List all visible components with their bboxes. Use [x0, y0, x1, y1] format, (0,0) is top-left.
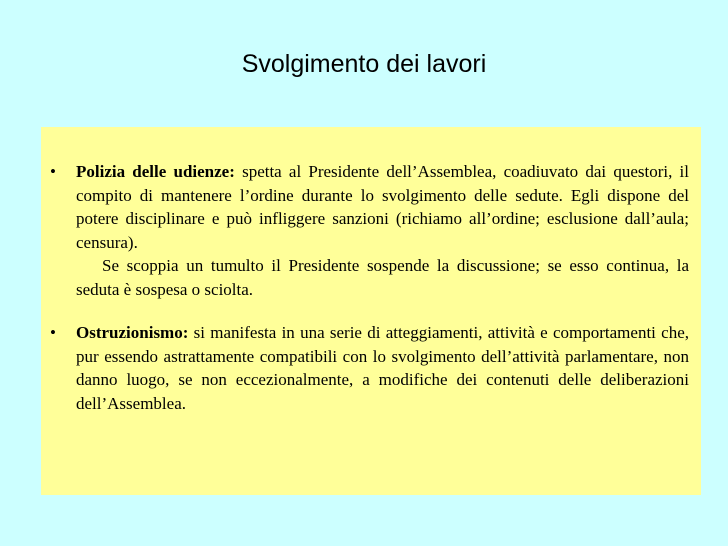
list-item-polizia — [50, 160, 689, 301]
list-item-ostruzionismo — [50, 321, 689, 415]
bullet-icon: • — [50, 323, 56, 342]
bullet-icon: • — [50, 162, 56, 181]
content-box — [41, 127, 701, 495]
item-extra-paragraph: Se scoppia un tumulto il Presidente sospende la discussione; se esso continua, la seduta è sospesa o sciolta. — [76, 256, 689, 299]
item-text: si manifesta in una serie di atteggiamenti, attività e comportamenti che, pur essendo astrattamente compatibili con lo svolgimento dell’attività parlamentare, non danno luogo, se non eccezionalmente, a modifiche dei contenuti delle deliberazioni dell’Assemblea. — [76, 323, 689, 413]
item-term: Polizia delle udienze: — [76, 162, 235, 181]
spacer — [50, 301, 689, 321]
slide-title: Svolgimento dei lavori — [241, 50, 487, 78]
item-term: Ostruzionismo: — [76, 323, 189, 342]
item-paragraph — [76, 321, 689, 415]
item-text: spetta al Presidente dell’Assemblea, coadiuvato dai questori, il compito di mantenere l’ordine durante lo svolgimento delle sedute. Egli dispone del potere disciplinare e può infliggere sanzioni (richiamo all’ordine; esclusione dall’aula; censura). — [76, 162, 689, 252]
item-paragraph — [76, 160, 689, 254]
